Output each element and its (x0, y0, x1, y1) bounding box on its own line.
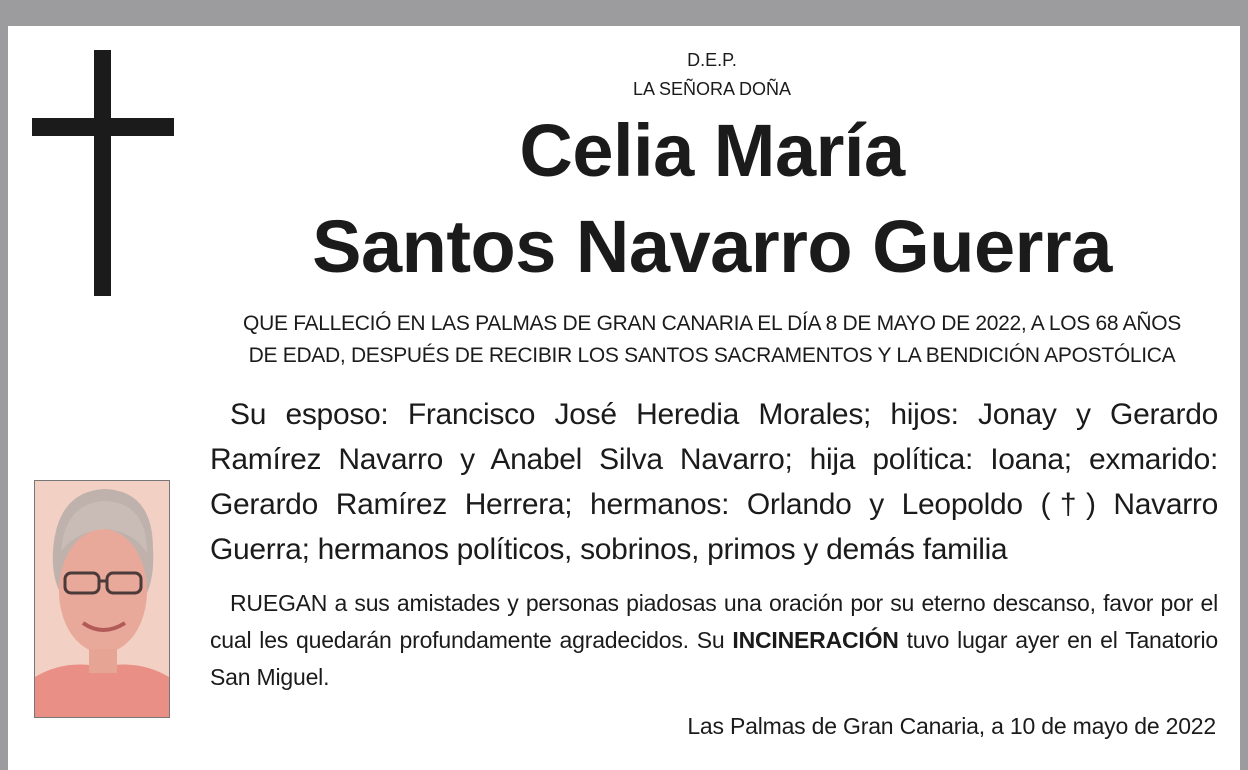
cremation-highlight: INCINERACIÓN (732, 627, 899, 653)
cross-icon-horizontal (32, 118, 174, 136)
deceased-surnames: Santos Navarro Guerra (312, 205, 1112, 288)
deceased-first-name: Celia María (519, 109, 905, 192)
death-notice-line-1: QUE FALLECIÓ EN LAS PALMAS DE GRAN CANARIA EL DÍA 8 DE MAYO DE 2022, A LOS 68 AÑOS (243, 312, 1181, 335)
request-text-before: RUEGAN a sus amistades y personas piadosas una oración por su eterno descanso, favor por el cual les quedarán profundamente agradecidos. Su (210, 590, 1218, 653)
place-and-date: Las Palmas de Gran Canaria, a 10 de mayo de 2022 (687, 713, 1216, 739)
request-text-after: tuvo lugar ayer en el Tanatorio San Miguel. (210, 627, 1218, 690)
portrait-image (35, 481, 169, 717)
title-line: LA SEÑORA DOÑA (632, 79, 792, 99)
request-paragraph (210, 585, 1218, 696)
death-notice (200, 308, 1224, 372)
portrait-photo (34, 480, 170, 718)
family-list: Su esposo: Francisco José Heredia Morales; hijos: Jonay y Gerardo Ramírez Navarro y Anabel Silva Navarro; hija política: Ioana; exmarido: Gerardo Ramírez Herrera; hermanos: Orlando y Leopoldo (†) Navarro Guerra; hermanos políticos, sobrinos, primos y demás familia (210, 398, 1218, 566)
cross-icon-vertical (94, 50, 111, 296)
death-notice-line-2: DE EDAD, DESPUÉS DE RECIBIR LOS SANTOS SACRAMENTOS Y LA BENDICIÓN APOSTÓLICA (248, 344, 1176, 367)
dep-label: D.E.P. (687, 50, 737, 70)
